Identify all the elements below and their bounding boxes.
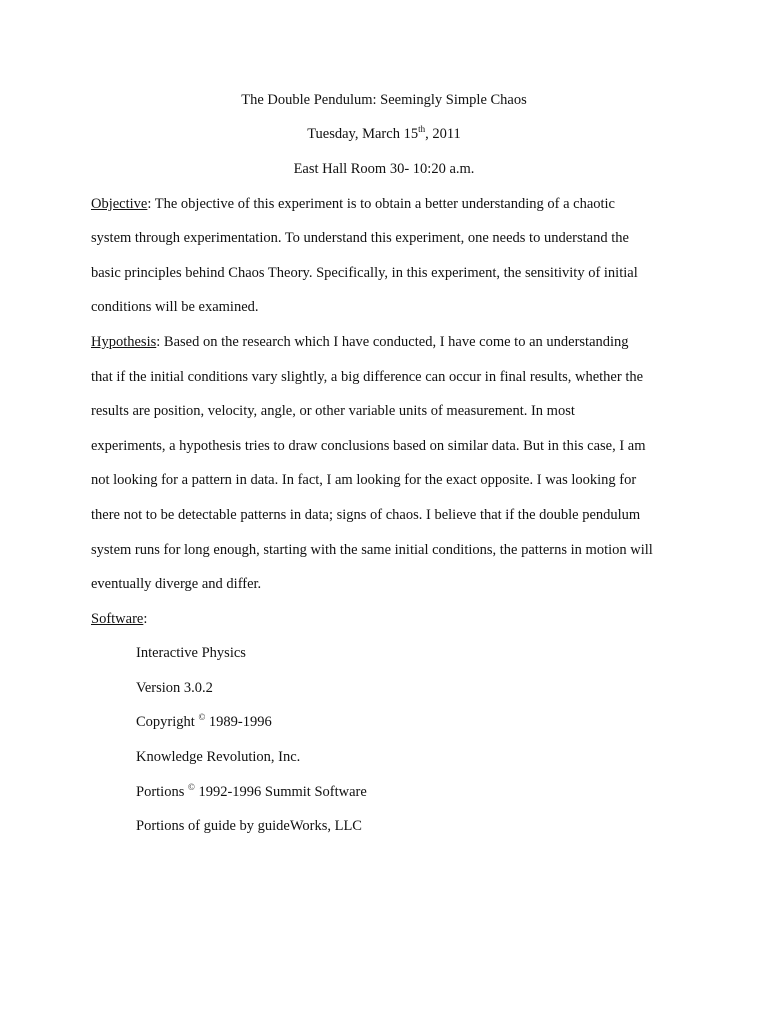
software-item-copyright <box>136 713 272 731</box>
copyright-symbol: © <box>198 712 206 722</box>
software-item-publisher <box>136 748 300 766</box>
objective-text: system through experimentation. To understand this experiment, one needs to understand the <box>91 230 629 246</box>
hypothesis-line-2 <box>91 368 643 386</box>
software-label: Software <box>91 611 144 627</box>
copyright-symbol: © <box>187 782 195 792</box>
hypothesis-line-5 <box>91 471 636 489</box>
software-item-text: Portions of guide by guideWorks, LLC <box>136 818 362 834</box>
software-item-text: Portions <box>136 784 188 800</box>
hypothesis-text: system runs for long enough, starting with the same initial conditions, the patterns in motion will <box>91 542 653 558</box>
hypothesis-line-8 <box>91 575 261 593</box>
hypothesis-text: there not to be detectable patterns in data; signs of chaos. I believe that if the double pendulum <box>91 507 641 523</box>
software-label-colon: : <box>143 611 148 627</box>
objective-label: Objective <box>91 196 148 212</box>
hypothesis-text: experiments, a hypothesis tries to draw conclusions based on similar data. But in this case, I am <box>91 438 646 454</box>
software-item-text: Interactive Physics <box>136 645 246 661</box>
software-item-text: Copyright <box>136 714 199 730</box>
hypothesis-line-6 <box>91 506 640 524</box>
software-item-version <box>136 679 213 697</box>
hypothesis-text: eventually diverge and differ. <box>91 576 262 592</box>
software-item-text: Knowledge Revolution, Inc. <box>136 749 301 765</box>
date-prefix: Tuesday, March 15 <box>307 126 419 142</box>
document-location <box>0 160 768 178</box>
hypothesis-text: that if the initial conditions vary slightly, a big difference can occur in final results, whether the <box>91 369 644 385</box>
software-item-text: 1989-1996 <box>208 714 272 730</box>
objective-line-3 <box>91 264 638 282</box>
software-item-portions <box>136 783 367 801</box>
hypothesis-line-7 <box>91 541 653 559</box>
document-title <box>0 91 768 109</box>
software-heading <box>91 610 147 628</box>
date-year: , 2011 <box>425 126 461 142</box>
objective-text: basic principles behind Chaos Theory. Specifically, in this experiment, the sensitivity of initial <box>91 265 638 281</box>
objective-line-2 <box>91 229 629 247</box>
location-text: East Hall Room 30- 10:20 a.m. <box>293 161 475 177</box>
software-item-text: Version 3.0.2 <box>136 680 213 696</box>
title-text: The Double Pendulum: Seemingly Simple Chaos <box>241 92 527 108</box>
objective-line-1 <box>91 195 615 213</box>
hypothesis-text: : Based on the research which I have conducted, I have come to an understanding <box>156 334 629 350</box>
date-ordinal-suffix: th <box>418 124 426 134</box>
software-item-guide <box>136 817 362 835</box>
hypothesis-line-4 <box>91 437 646 455</box>
hypothesis-text: not looking for a pattern in data. In fact, I am looking for the exact opposite. I was looking for <box>91 472 637 488</box>
hypothesis-label: Hypothesis <box>91 334 157 350</box>
hypothesis-text: results are position, velocity, angle, or other variable units of measurement. In most <box>91 403 575 419</box>
objective-text: : The objective of this experiment is to obtain a better understanding of a chaotic <box>147 196 615 212</box>
hypothesis-line-3 <box>91 402 575 420</box>
hypothesis-line-1 <box>91 333 629 351</box>
software-item-name <box>136 644 246 662</box>
software-item-text: 1992-1996 Summit Software <box>198 784 367 800</box>
objective-text: conditions will be examined. <box>91 299 259 315</box>
document-date <box>0 125 768 143</box>
objective-line-4 <box>91 298 259 316</box>
